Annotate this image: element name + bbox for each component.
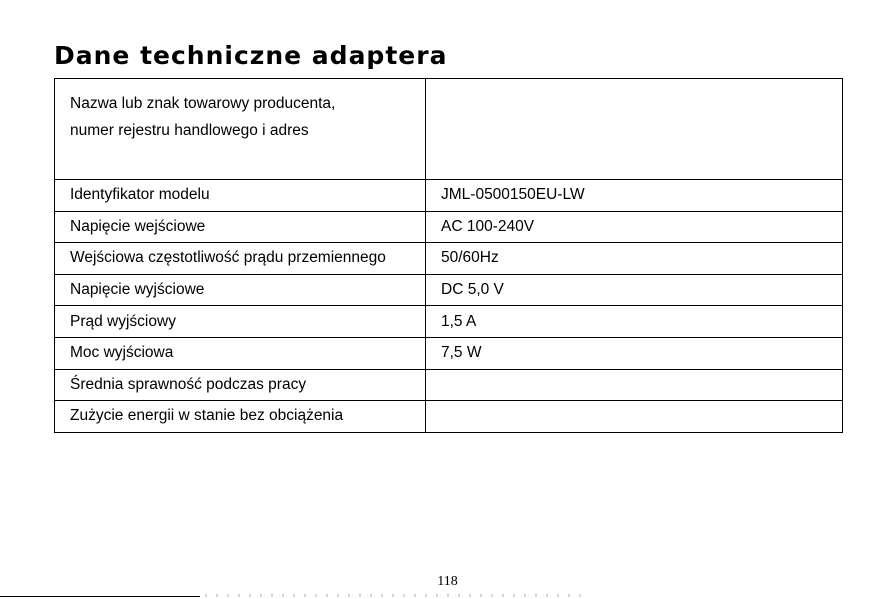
spec-value: 1,5 A xyxy=(426,306,843,338)
spec-value: DC 5,0 V xyxy=(426,274,843,306)
spec-label: Zużycie energii w stanie bez obciążenia xyxy=(55,401,426,433)
spec-label: Średnia sprawność podczas pracy xyxy=(55,369,426,401)
page-title: Dane techniczne adaptera xyxy=(54,41,448,70)
page-number: 118 xyxy=(437,574,458,589)
table-row-input-frequency xyxy=(55,243,843,275)
table-row-manufacturer xyxy=(55,79,843,180)
spec-label: Prąd wyjściowy xyxy=(55,306,426,338)
spec-label: Wejściowa częstotliwość prądu przemiennego xyxy=(55,243,426,275)
manufacturer-label-line1: Nazwa lub znak towarowy producenta, xyxy=(70,95,336,112)
adapter-specs-table xyxy=(54,78,843,433)
spec-value: JML-0500150EU-LW xyxy=(426,180,843,212)
table-row-output-current xyxy=(55,306,843,338)
spec-value: AC 100-240V xyxy=(426,211,843,243)
spec-label: Napięcie wejściowe xyxy=(55,211,426,243)
spec-label: Identyfikator modelu xyxy=(55,180,426,212)
manufacturer-value-cell xyxy=(426,79,843,180)
table-row-no-load-consumption xyxy=(55,401,843,433)
spec-label: Napięcie wyjściowe xyxy=(55,274,426,306)
table-row-output-power xyxy=(55,337,843,369)
table-row-input-voltage xyxy=(55,211,843,243)
spec-value: 7,5 W xyxy=(426,337,843,369)
spec-label: Moc wyjściowa xyxy=(55,337,426,369)
table-row-output-voltage xyxy=(55,274,843,306)
spec-value xyxy=(426,401,843,433)
spec-value xyxy=(426,369,843,401)
table-row-average-efficiency xyxy=(55,369,843,401)
manufacturer-label-line2: numer rejestru handlowego i adres xyxy=(70,122,309,139)
footer-print-marks xyxy=(205,594,585,597)
spec-value: 50/60Hz xyxy=(426,243,843,275)
footer-divider xyxy=(0,596,200,597)
table-row-model-id xyxy=(55,180,843,212)
manufacturer-label-cell xyxy=(55,79,426,180)
